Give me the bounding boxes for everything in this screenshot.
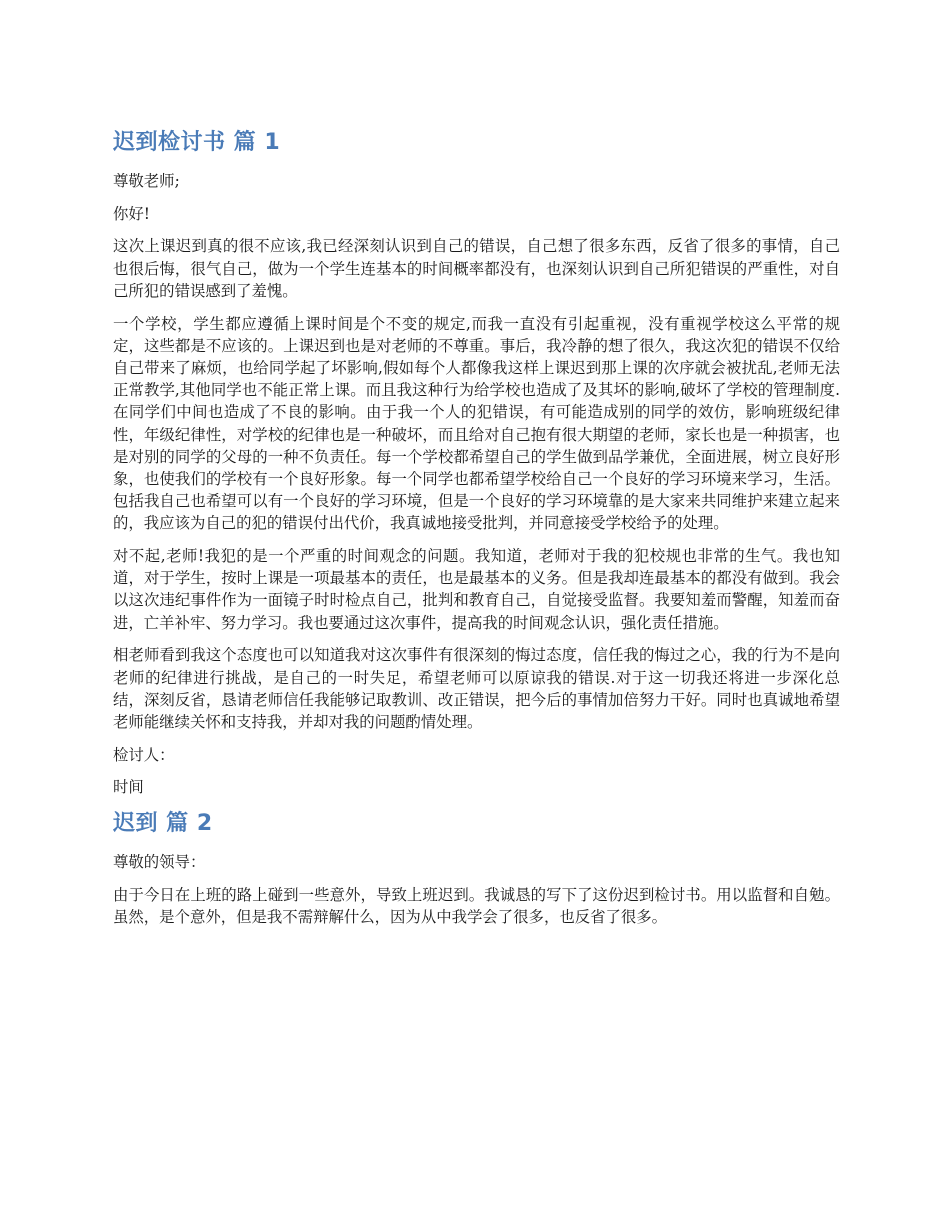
salutation: 尊敬老师; (113, 172, 180, 190)
salutation: 尊敬的领导： (113, 853, 206, 872)
body-paragraph: 相老师看到我这个态度也可以知道我对这次事件有很深刻的悔过态度，信任我的悔过之心，我的行为不是向老师的纪律进行挑战，是自己的一时失足，希望老师可以原谅我的错误.对于这一切我还将进一步深化总结，深刻反省，恳请老师信任我能够记取教训、改正错误，把今后的事情加倍努力干好。同时也真诚地希望老师能继续关怀和支持我，并却对我的问题酌情处理。 (113, 646, 840, 731)
body-paragraph: 对不起,老师!我犯的是一个严重的时间观念的问题。我知道，老师对于我的犯校规也非常的生气。我也知道，对于学生，按时上课是一项最基本的责任，也是最基本的义务。但是我却连最基本的都没有做到。我会以这次违纪事件作为一面镜子时时检点自己，批判和教育自己，自觉接受监督。我要知羞而警醒，知羞而奋进，亡羊补牢、努力学习。我也要通过这次事件，提高我的时间观念认识，强化责任措施。 (113, 547, 840, 632)
body-paragraph: 这次上课迟到真的很不应该,我已经深刻认识到自己的错误，自己想了很多东西，反省了很多的事情，自己也很后悔，很气自己，做为一个学生连基本的时间概率都没有，也深刻认识到自己所犯错误的严重性，对自己所犯的错误感到了羞愧。 (113, 237, 840, 300)
date-label: 时间 (113, 778, 144, 797)
body-paragraph: 一个学校，学生都应遵循上课时间是个不变的规定,而我一直没有引起重视，没有重视学校这么平常的规定，这些都是不应该的。上课迟到也是对老师的不尊重。事后，我冷静的想了很久，我这次犯的错误不仅给自己带来了麻烦，也给同学起了坏影响,假如每个人都像我这样上课迟到那上课的次序就会被扰乱,老师无法正常教学,其他同学也不能正常上课。而且我这种行为给学校也造成了及其坏的影响,破坏了学校的管理制度.在同学们中间也造成了不良的影响。由于我一个人的犯错误，有可能造成别的同学的效仿，影响班级纪律性，年级纪律性，对学校的纪律也是一种破坏，而且给对自己抱有很大期望的老师，家长也是一种损害，也是对别的同学的父母的一种不负责任。每一个学校都希望自己的学生做到品学兼优，全面进展，树立良好形象，也使我们的学校有一个良好形象。每一个同学也都希望学校给自己一个良好的学习环境来学习，生活。包括我自己也希望可以有一个良好的学习环境，但是一个良好的学习环境靠的是大家来共同维护来建立起来的，我应该为自己的犯的错误付出代价，我真诚地接受批判，并同意接受学校给予的处理。 (113, 314, 840, 533)
section-1-heading: 迟到检讨书 篇 1 (113, 130, 281, 155)
body-paragraph: 由于今日在上班的路上碰到一些意外，导致上班迟到。我诚恳的写下了这份迟到检讨书。用以监督和自勉。虽然，是个意外，但是我不需辩解什么，因为从中我学会了很多，也反省了很多。 (113, 885, 840, 926)
section-2-heading: 迟到 篇 2 (113, 811, 213, 837)
document-page (113, 128, 840, 939)
signer-label: 检讨人： (113, 745, 175, 764)
greeting: 你好! (113, 204, 150, 223)
